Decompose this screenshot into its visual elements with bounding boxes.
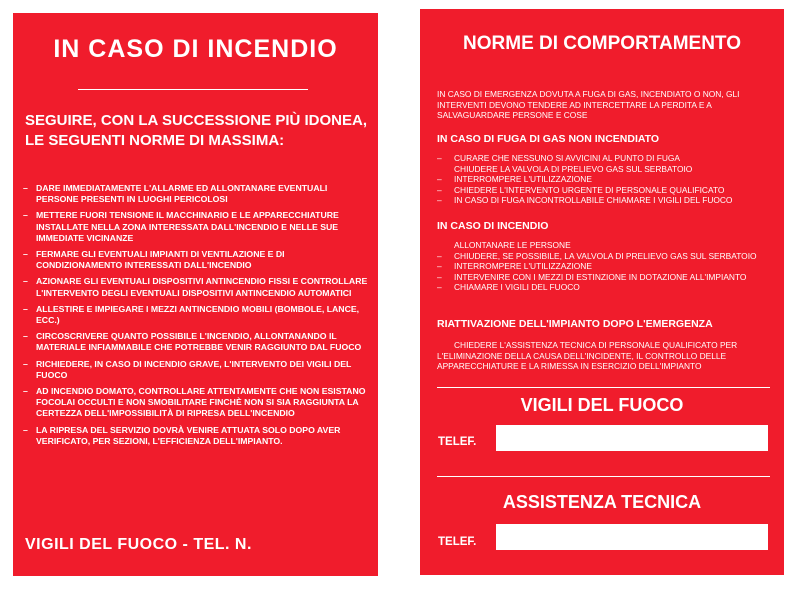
list-item: – CHIAMARE I VIGILI DEL FUOCO [437, 282, 770, 293]
left-sign-footer: VIGILI DEL FUOCO - TEL. N. [25, 536, 252, 553]
left-sign-title: IN CASO DI INCENDIO [53, 35, 338, 63]
section-gas-leak-title: IN CASO DI FUGA DI GAS NON INCENDIATO [437, 133, 660, 145]
technical-assistance-phone-field [496, 524, 768, 550]
title-divider [78, 89, 308, 90]
list-item: ALLONTANARE LE PERSONE [454, 240, 571, 250]
section-reactivation-title: RIATTIVAZIONE DELL'IMPIANTO DOPO L'EMERGENZA [437, 318, 713, 330]
list-item: – CHIEDERE L'INTERVENTO URGENTE DI PERSONALE QUALIFICATO [437, 185, 770, 196]
list-item: – INTERROMPERE L'UTILIZZAZIONE [437, 174, 770, 185]
list-item: – INTERVENIRE CON I MEZZI DI ESTINZIONE IN DOTAZIONE ALL'IMPIANTO [437, 272, 770, 283]
technical-assistance-phone-label: TELEF. [438, 536, 477, 548]
fire-instructions-sign [13, 13, 378, 576]
gas-leak-list [437, 153, 770, 206]
fire-brigade-heading: VIGILI DEL FUOCO [520, 395, 684, 415]
left-sign-intro: SEGUIRE, CON LA SUCCESSIONE PIÙ IDONEA, LE SEGUENTI NORME DI MASSIMA: [25, 112, 367, 149]
section-fire-title: IN CASO DI INCENDIO [437, 220, 549, 232]
right-sign-intro: IN CASO DI EMERGENZA DOVUTA A FUGA DI GAS, INCENDIATO O NON, GLI INTERVENTI DEVONO TENDERE AD INTERCETTARE LA PERDITA E A SALVAGUARDARE PERSONE E COSE [437, 89, 740, 121]
list-item: – RICHIEDERE, IN CASO DI INCENDIO GRAVE, L'INTERVENTO DEI VIGILI DEL FUOCO [23, 359, 368, 381]
list-item: – AD INCENDIO DOMATO, CONTROLLARE ATTENTAMENTE CHE NON ESISTANO FOCOLAI OCCULTI E NON SMOBILITARE FINCHÈ NON SI SIA RAGGIUNTA LA CERTEZZA DELL'IMPOSSIBILITÀ DI RIPRESA DELL'INCENDIO [23, 386, 368, 420]
fire-brigade-phone-field [496, 425, 768, 451]
list-item: – ALLESTIRE E IMPIEGARE I MEZZI ANTINCENDIO MOBILI (BOMBOLE, LANCE, ECC.) [23, 304, 368, 326]
list-item: – AZIONARE GLI EVENTUALI DISPOSITIVI ANTINCENDIO FISSI E CONTROLLARE L'INTERVENTO DEGLI EVENTUALI DISPOSITIVI ANTINCENDIO AUTOMATICI [23, 276, 368, 298]
right-sign-title: NORME DI COMPORTAMENTO [463, 33, 741, 54]
technical-assistance-heading: ASSISTENZA TECNICA [502, 492, 702, 512]
list-item: – CIRCOSCRIVERE QUANTO POSSIBILE L'INCENDIO, ALLONTANANDO IL MATERIALE INFIAMMABILE CHE POTREBBE VENIR RAGGIUNTO DAL FUOCO [23, 331, 368, 353]
list-item: – METTERE FUORI TENSIONE IL MACCHINARIO E LE APPARECCHIATURE INSTALLATE NELLA ZONA INTERESSATA DALL'INCENDIO E NELLE SUE IMMEDIATE VICINANZE [23, 210, 368, 244]
list-item: – INTERROMPERE L'UTILIZZAZIONE [437, 261, 770, 272]
list-item: – LA RIPRESA DEL SERVIZIO DOVRÀ VENIRE ATTUATA SOLO DOPO AVER VERIFICATO, PER SEZIONI, L'EFFICIENZA DELL'IMPIANTO. [23, 425, 368, 447]
reactivation-text: CHIEDERE L'ASSISTENZA TECNICA DI PERSONALE QUALIFICATO PER L'ELIMINAZIONE DELLA CAUSA DELL'INCIDENTE, IL CONTROLLO DELLE APPARECCHIATURE E LA RIMESSA IN ESERCIZIO DELL'IMPIANTO [437, 340, 738, 372]
list-item: – CHIUDERE, SE POSSIBILE, LA VALVOLA DI PRELIEVO GAS SUL SERBATOIO [437, 251, 770, 262]
list-item: – CURARE CHE NESSUNO SI AVVICINI AL PUNTO DI FUGA [437, 153, 770, 164]
fire-rules-list [23, 183, 368, 452]
behaviour-rules-sign [420, 9, 784, 575]
fire-list [437, 240, 770, 293]
list-item: – IN CASO DI FUGA INCONTROLLABILE CHIAMARE I VIGILI DEL FUOCO [437, 195, 770, 206]
fire-brigade-phone-label: TELEF. [438, 436, 477, 448]
divider [437, 387, 770, 388]
list-item: CHIUDERE LA VALVOLA DI PRELIEVO GAS SUL SERBATOIO [454, 163, 693, 174]
list-item: – FERMARE GLI EVENTUALI IMPIANTI DI VENTILAZIONE E DI CONDIZIONAMENTO INTERESSATI DALL'INCENDIO [23, 249, 368, 271]
divider [437, 476, 770, 477]
list-item: – DARE IMMEDIATAMENTE L'ALLARME ED ALLONTANARE EVENTUALI PERSONE PRESENTI IN LUOGHI PERICOLOSI [23, 183, 368, 205]
